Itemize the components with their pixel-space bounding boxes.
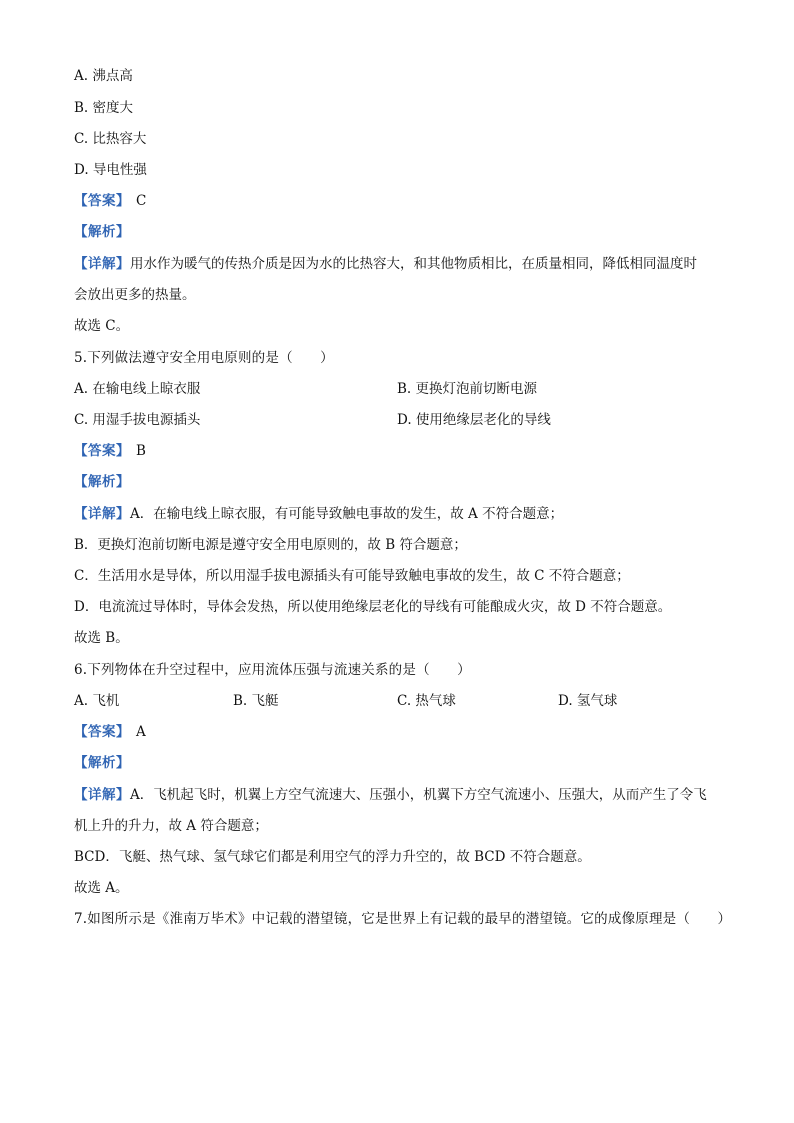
q6-detail-text-1: A．飞机起飞时，机翼上方空气流速大、压强小，机翼下方空气流速小、压强大，从而产生了令飞 [130, 787, 707, 803]
answer-tag: 【答案】 [74, 193, 130, 209]
q5-conclusion: 故选 B。 [74, 630, 129, 646]
q6-option-d: D. 氢气球 [558, 693, 618, 709]
q5-detail-line-2: B．更换灯泡前切断电源是遵守安全用电原则的，故 B 符合题意； [74, 537, 467, 553]
q5-option-b: B. 更换灯泡前切断电源 [397, 381, 538, 397]
q4-analysis-line [74, 222, 130, 242]
q4-conclusion: 故选 C。 [74, 318, 130, 334]
q6-answer: A [136, 724, 146, 740]
q6-option-c: C. 热气球 [397, 693, 456, 709]
q5-detail-line-3: C．生活用水是导体，所以用湿手拔电源插头有可能导致触电事故的发生，故 C 不符合题意； [74, 568, 630, 584]
q7-stem: 7.如图所示是《淮南万毕术》中记载的潜望镜，它是世界上有记载的最早的潜望镜。它的成像原理是（ ） [74, 911, 732, 927]
q6-conclusion: 故选 A。 [74, 880, 129, 896]
detail-tag: 【详解】 [74, 506, 130, 522]
q4-option-a: A. 沸点高 [74, 68, 133, 84]
q5-detail-line-1 [74, 504, 563, 524]
analysis-tag: 【解析】 [74, 474, 130, 490]
q5-detail-line-4: D．电流流过导体时，导体会发热，所以使用绝缘层老化的导线有可能酿成火灾，故 D 不符合题意。 [74, 599, 672, 615]
analysis-tag: 【解析】 [74, 224, 130, 240]
detail-tag: 【详解】 [74, 256, 130, 272]
q6-detail-line-3: BCD．飞艇、热气球、氢气球它们都是利用空气的浮力升空的，故 BCD 不符合题意。 [74, 849, 591, 865]
q4-detail-line-2: 会放出更多的热量。 [74, 287, 196, 303]
q6-analysis-line [74, 753, 130, 773]
q6-answer-line [74, 722, 146, 742]
q6-option-a: A. 飞机 [74, 693, 120, 709]
q6-stem: 6.下列物体在升空过程中，应用流体压强与流速关系的是（ ） [74, 662, 471, 678]
analysis-tag: 【解析】 [74, 755, 130, 771]
q5-answer-line [74, 441, 146, 461]
q5-option-a: A. 在输电线上晾衣服 [74, 381, 201, 397]
q4-detail-line-1 [74, 254, 697, 274]
q5-stem: 5.下列做法遵守安全用电原则的是（ ） [74, 350, 334, 366]
q5-option-d: D. 使用绝缘层老化的导线 [397, 412, 551, 428]
q5-detail-text-1: A．在输电线上晾衣服，有可能导致触电事故的发生，故 A 不符合题意； [130, 506, 564, 522]
q5-option-c: C. 用湿手拔电源插头 [74, 412, 201, 428]
answer-tag: 【答案】 [74, 724, 130, 740]
answer-tag: 【答案】 [74, 443, 130, 459]
q4-option-b: B. 密度大 [74, 100, 134, 116]
q4-option-d: D. 导电性强 [74, 162, 147, 178]
q6-detail-line-1 [74, 785, 707, 805]
q4-detail-text-1: 用水作为暖气的传热介质是因为水的比热容大，和其他物质相比，在质量相同，降低相同温度时 [130, 256, 697, 272]
q4-option-c: C. 比热容大 [74, 131, 147, 147]
q6-detail-line-2: 机上升的升力，故 A 符合题意； [74, 818, 268, 834]
detail-tag: 【详解】 [74, 787, 130, 803]
q5-answer: B [136, 443, 146, 459]
q4-answer-line [74, 191, 146, 211]
q5-analysis-line [74, 472, 130, 492]
q6-option-b: B. 飞艇 [233, 693, 279, 709]
q4-answer: C [136, 193, 147, 209]
